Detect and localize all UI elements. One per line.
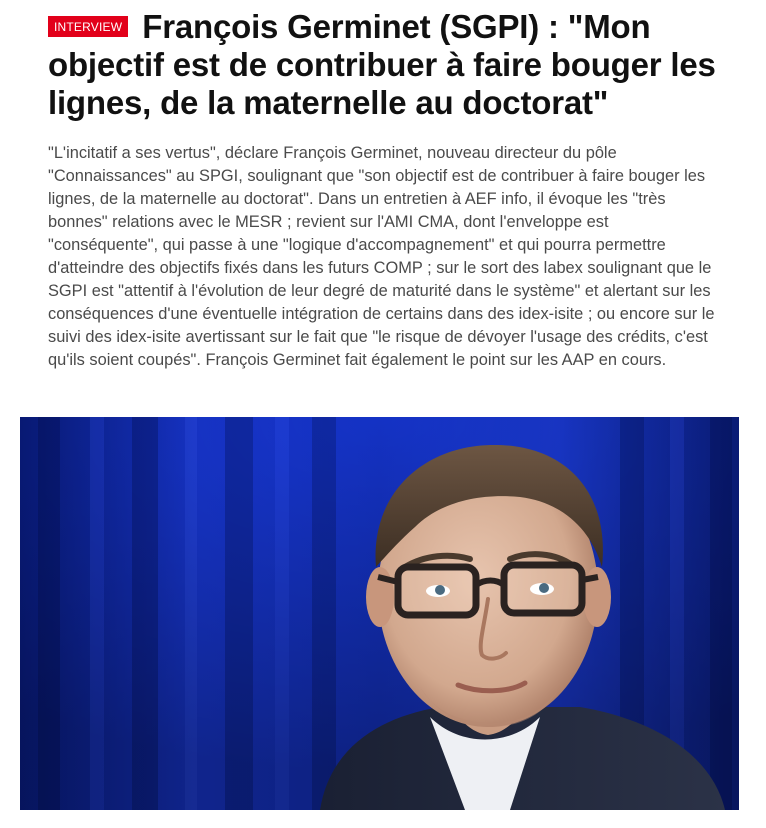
article-headline[interactable]	[48, 8, 748, 122]
portrait-illustration	[20, 417, 739, 810]
category-badge[interactable]: INTERVIEW	[48, 16, 128, 37]
article-summary: "L'incitatif a ses vertus", déclare François Germinet, nouveau directeur du pôle "Connaissances" au SPGI, soulignant que "son objectif est de contribuer à faire bouger les lignes, de la maternelle au doctorat". Dans un entretien à AEF info, il évoque les "très bonnes" relations avec le MESR ; revient sur l'AMI CMA, dont l'enveloppe est "conséquente", qui passe à une "logique d'accompagnement" et qui pourra permettre d'atteindre des objectifs fixés dans les futurs COMP ; sur le sort des labex soulignant que le SGPI est "attentif à l'évolution de leur degré de maturité dans le système" et alertant sur les conséquences d'une éventuelle intégration de certains dans des idex-isite ; ou encore sur le suivi des idex-isite avertissant sur le fait que "le risque de dévoyer l'usage des crédits, c'est qu'ils soient coupés". François Germinet fait également le point sur les AAP en cours.	[48, 144, 715, 369]
article-title[interactable]: François Germinet (SGPI) : "Mon objectif est de contribuer à faire bouger les lignes, de la maternelle au doctorat"	[48, 8, 716, 121]
article-photo	[20, 417, 739, 810]
